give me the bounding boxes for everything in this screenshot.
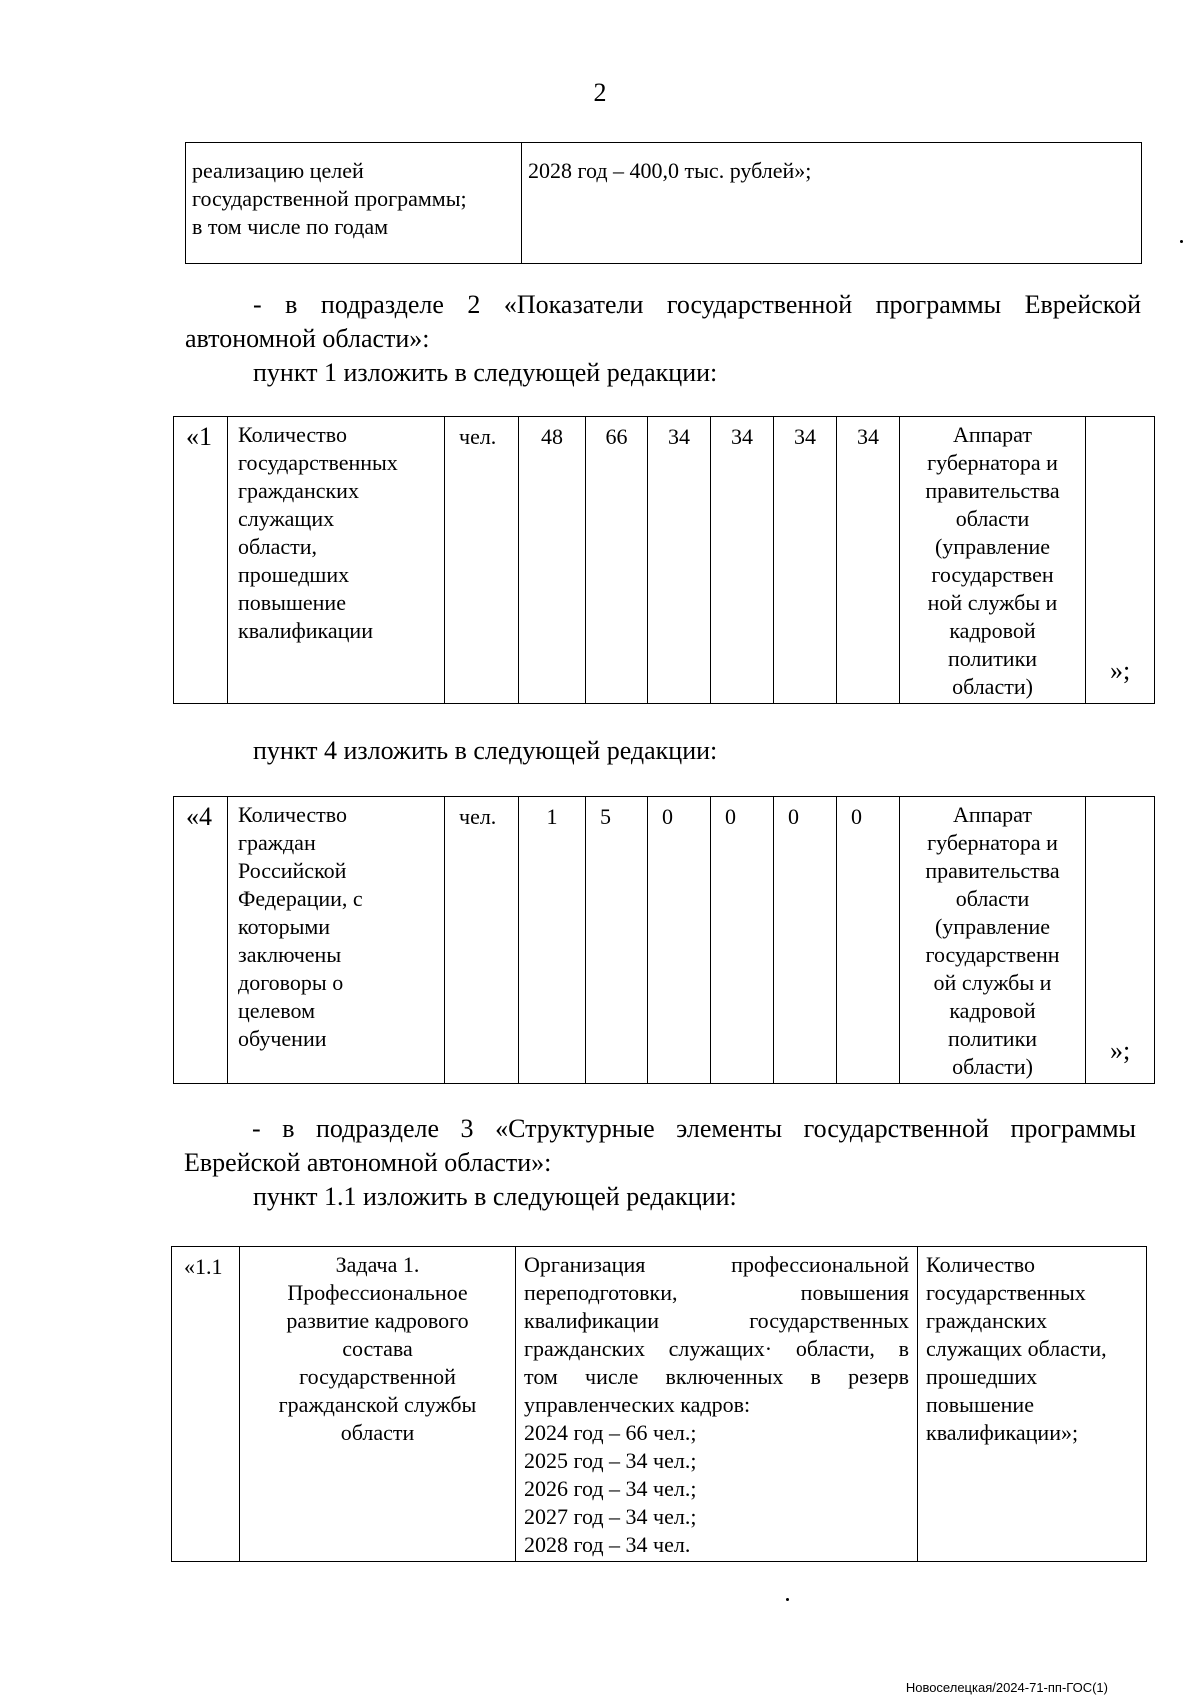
responsible-line: губернатора и: [927, 830, 1058, 855]
responsible-line: области): [952, 674, 1033, 699]
item4-heading: пункт 4 изложить в следующей редакции:: [253, 736, 718, 765]
row-number: «1: [174, 417, 228, 704]
description-line: квалификации государственных: [524, 1308, 909, 1333]
value-cell: 1: [519, 797, 586, 1084]
scan-speck: [1180, 240, 1183, 243]
indicator-line: повышение: [926, 1392, 1034, 1417]
funding-value-cell: 2028 год – 400,0 тыс. рублей»;: [522, 143, 1142, 264]
closing-quote: »;: [1110, 1036, 1131, 1065]
task-line: Задача 1.: [335, 1252, 420, 1277]
description-line: Организация профессиональной: [524, 1252, 909, 1277]
funding-label-cell: [186, 143, 522, 264]
indicator-name-line: области,: [238, 534, 318, 559]
indicator-line: квалификации»;: [926, 1420, 1079, 1445]
unit-cell: чел.: [445, 417, 519, 704]
indicator-name-line: повышение: [238, 590, 346, 615]
indicator-name-line: прошедших: [238, 562, 350, 587]
row-number: «1.1: [172, 1247, 240, 1562]
responsible-line: области: [955, 506, 1030, 531]
item1-heading: пункт 1 изложить в следующей редакции:: [253, 358, 718, 387]
indicator-name-line: Федерации, с: [238, 886, 363, 911]
document-footer-code: Новоселецкая/2024-71-пп-ГОС(1): [905, 1680, 1108, 1695]
value-cell: 0: [648, 797, 711, 1084]
closing-quote-cell: [1086, 417, 1155, 704]
scan-speck: [786, 1598, 789, 1601]
responsible-line: государственн: [925, 942, 1060, 967]
indicator-line: Количество: [926, 1252, 1036, 1277]
responsible-cell: [900, 797, 1086, 1084]
year-target-line: 2028 год – 34 чел.: [524, 1532, 691, 1557]
value-cell: 34: [774, 417, 837, 704]
indicator-cell: [918, 1247, 1147, 1562]
indicator-line: государственных: [926, 1280, 1086, 1305]
task-cell: [240, 1247, 516, 1562]
value-cell: 34: [648, 417, 711, 704]
indicator-line: прошедших: [926, 1364, 1038, 1389]
indicator-table-item1: [173, 416, 1155, 704]
funding-label-line: реализацию целей: [192, 158, 364, 183]
task-line: развитие кадрового: [286, 1308, 469, 1333]
description-line: гражданских служащих· области, в: [524, 1336, 909, 1361]
indicator-name-line: квалификации: [238, 618, 373, 643]
responsible-line: ой службы и: [933, 970, 1052, 995]
funding-label-line: государственной программы;: [192, 186, 467, 211]
closing-quote: »;: [1110, 656, 1131, 685]
description-line: управленческих кадров:: [524, 1392, 751, 1417]
indicator-name-line: которыми: [238, 914, 331, 939]
indicator-name: [228, 797, 445, 1084]
indicator-table-item4: [173, 796, 1155, 1084]
responsible-line: области): [952, 1054, 1033, 1079]
responsible-line: правительства: [925, 858, 1060, 883]
item11-heading: пункт 1.1 изложить в следующей редакции:: [253, 1182, 737, 1211]
responsible-line: (управление: [934, 534, 1051, 559]
task-line: государственной: [299, 1364, 456, 1389]
task-line: состава: [342, 1336, 413, 1361]
responsible-line: правительства: [925, 478, 1060, 503]
structural-elements-table: [171, 1246, 1147, 1562]
value-cell: 0: [711, 797, 774, 1084]
responsible-line: государствен: [931, 562, 1054, 587]
section3-intro: - в подразделе 3 «Структурные элементы государственной программы Еврейской автономной области»:: [184, 1114, 1136, 1177]
responsible-line: Аппарат: [952, 422, 1032, 447]
indicator-name: [228, 417, 445, 704]
value-cell: 34: [837, 417, 900, 704]
indicator-line: гражданских: [926, 1308, 1047, 1333]
funding-table-fragment: [185, 142, 1142, 264]
year-target-line: 2026 год – 34 чел.;: [524, 1476, 697, 1501]
indicator-name-line: целевом: [238, 998, 316, 1023]
responsible-line: области: [955, 886, 1030, 911]
unit-cell: чел.: [445, 797, 519, 1084]
description-line: том числе включенных в резерв: [524, 1364, 909, 1389]
responsible-line: кадровой: [949, 618, 1036, 643]
responsible-line: политики: [947, 646, 1038, 671]
activity-description-cell: [516, 1247, 918, 1562]
task-line: области: [340, 1420, 415, 1445]
row-number: «4: [174, 797, 228, 1084]
task-line: Профессиональное: [287, 1280, 468, 1305]
funding-label-line: в том числе по годам: [192, 214, 389, 239]
responsible-line: Аппарат: [952, 802, 1032, 827]
year-target-line: 2027 год – 34 чел.;: [524, 1504, 697, 1529]
value-cell: 34: [711, 417, 774, 704]
indicator-name-line: заключены: [238, 942, 342, 967]
responsible-line: (управление: [934, 914, 1051, 939]
indicator-name-line: служащих: [238, 506, 335, 531]
indicator-name-line: обучении: [238, 1026, 327, 1051]
indicator-name-line: гражданских: [238, 478, 359, 503]
year-target-line: 2025 год – 34 чел.;: [524, 1448, 697, 1473]
responsible-line: ной службы и: [927, 590, 1058, 615]
indicator-line: служащих области,: [926, 1336, 1107, 1361]
closing-quote-cell: [1086, 797, 1155, 1084]
responsible-cell: [900, 417, 1086, 704]
responsible-line: политики: [947, 1026, 1038, 1051]
year-target-line: 2024 год – 66 чел.;: [524, 1420, 697, 1445]
description-line: переподготовки, повышения: [524, 1280, 909, 1305]
indicator-name-line: Российской: [238, 858, 347, 883]
indicator-name-line: договоры о: [238, 970, 344, 995]
indicator-name-line: государственных: [238, 450, 398, 475]
value-cell: 66: [586, 417, 648, 704]
indicator-name-line: Количество: [238, 802, 348, 827]
indicator-name-line: граждан: [238, 830, 316, 855]
section2-intro: - в подразделе 2 «Показатели государственной программы Еврейской автономной области»:: [185, 290, 1141, 353]
value-cell: 5: [586, 797, 648, 1084]
value-cell: 48: [519, 417, 586, 704]
indicator-name-line: Количество: [238, 422, 348, 447]
page-number: 2: [593, 78, 607, 107]
task-line: гражданской службы: [278, 1392, 477, 1417]
value-cell: 0: [774, 797, 837, 1084]
value-cell: 0: [837, 797, 900, 1084]
responsible-line: губернатора и: [927, 450, 1058, 475]
responsible-line: кадровой: [949, 998, 1036, 1023]
